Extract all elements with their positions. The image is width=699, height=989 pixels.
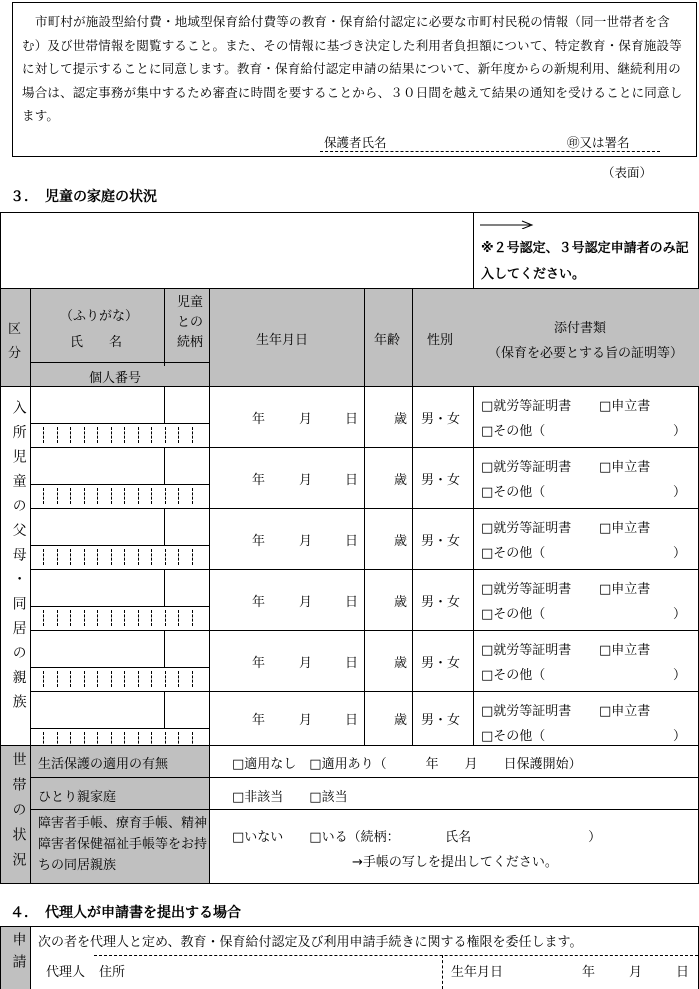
gender-choice[interactable]: 男・女 xyxy=(421,655,461,671)
birth-month[interactable]: 月 xyxy=(299,472,313,488)
section4-side xyxy=(5,932,25,976)
birth-year[interactable]: 年 xyxy=(252,533,266,549)
birth-month[interactable]: 月 xyxy=(299,411,313,427)
consent-text: 市町村が施設型給付費・地域型保育給付費等の教育・保育給付認定に必要な市町村民税の情報（同一世帯者を含む）及び世帯情報を閲覧すること。また、その情報に基づき決定した利用者負担額について、特定教育・保育施設等に対して提示することに同意します。教育・保育給付認定申請の結果について、新年度からの新規利用、継続利用の場合は、認定事務が集中するため審査に時間を要することから、３０日間を越えて結果の通知を受けることに同意します。 xyxy=(22,14,683,123)
relation-field[interactable] xyxy=(165,570,209,606)
welfare-options[interactable]: □適用なし □適用あり（ 年 月 日保護開始） xyxy=(232,757,582,772)
birth-month[interactable]: 月 xyxy=(299,594,313,610)
name-field[interactable] xyxy=(31,448,164,484)
seal-label: ㊞又は署名 xyxy=(567,135,630,150)
birth-month[interactable]: 月 xyxy=(299,713,313,728)
cert-other-close: ） xyxy=(673,729,687,744)
section4-text: 次の者を代理人と定め、教育・保育給付認定及び利用申請手続きに関する権限を委任します。 xyxy=(38,935,583,950)
note-arrow xyxy=(478,218,538,228)
cert-work-checkbox[interactable]: □就労等証明書 xyxy=(481,582,572,597)
my-number-field[interactable] xyxy=(31,607,209,630)
agent-birth-day: 日 xyxy=(676,965,690,980)
cert-declaration-checkbox[interactable]: □申立書 xyxy=(599,521,651,536)
section3-title: ３． 児童の家庭の状況 xyxy=(10,189,157,205)
birth-day[interactable]: 日 xyxy=(345,411,359,427)
cert-other-checkbox[interactable]: □その他（ xyxy=(481,607,546,622)
agent-address-label: 住所 xyxy=(99,965,126,980)
cert-other-close: ） xyxy=(673,485,687,500)
header-age: 年齢 xyxy=(374,333,401,348)
birth-day[interactable]: 日 xyxy=(345,655,359,671)
header-name: 氏 名 xyxy=(70,335,123,350)
cert-work-checkbox[interactable]: □就労等証明書 xyxy=(481,399,572,414)
header-attach: 添付書類 xyxy=(554,321,607,336)
age-unit[interactable]: 歳 xyxy=(394,594,408,610)
age-unit[interactable]: 歳 xyxy=(394,655,408,671)
single-parent-label: ひとり親家庭 xyxy=(38,790,117,805)
cert-other-close: ） xyxy=(673,424,687,439)
guardian-name-label: 保護者氏名 xyxy=(324,135,387,150)
agent-label: 代理人 xyxy=(46,965,86,980)
birth-year[interactable]: 年 xyxy=(252,472,266,488)
surface-label: （表面） xyxy=(602,165,653,180)
gender-choice[interactable]: 男・女 xyxy=(421,594,461,610)
cert-other-checkbox[interactable]: □その他（ xyxy=(481,668,546,683)
header-birth: 生年月日 xyxy=(256,333,309,348)
cert-other-checkbox[interactable]: □その他（ xyxy=(481,546,546,561)
cert-work-checkbox[interactable]: □就労等証明書 xyxy=(481,643,572,658)
birth-month[interactable]: 月 xyxy=(299,655,313,671)
cert-other-close: ） xyxy=(673,607,687,622)
disability-note: →手帳の写しを提出してください。 xyxy=(352,855,558,870)
birth-year[interactable]: 年 xyxy=(252,411,266,427)
age-unit[interactable]: 歳 xyxy=(394,713,408,728)
relation-field[interactable] xyxy=(165,448,209,484)
cert-declaration-checkbox[interactable]: □申立書 xyxy=(599,643,651,658)
cert-work-checkbox[interactable]: □就労等証明書 xyxy=(481,521,572,536)
household-label xyxy=(5,752,25,877)
name-field[interactable] xyxy=(31,387,164,423)
header-gender: 性別 xyxy=(427,333,454,348)
welfare-label: 生活保護の適用の有無 xyxy=(38,757,169,772)
relation-field[interactable] xyxy=(165,387,209,423)
cert-declaration-checkbox[interactable]: □申立書 xyxy=(599,704,651,719)
my-number-field[interactable] xyxy=(31,485,209,508)
name-field[interactable] xyxy=(31,570,164,606)
cert-other-checkbox[interactable]: □その他（ xyxy=(481,729,546,744)
birth-month[interactable]: 月 xyxy=(299,533,313,549)
header-furigana: （ふりがな） xyxy=(60,309,139,324)
gender-choice[interactable]: 男・女 xyxy=(421,411,461,427)
cert-declaration-checkbox[interactable]: □申立書 xyxy=(599,399,651,414)
header-my-number: 個人番号 xyxy=(89,371,142,386)
gender-choice[interactable]: 男・女 xyxy=(421,713,461,728)
agent-birth-label: 生年月日 xyxy=(451,965,504,980)
header-category-1: 区 xyxy=(8,322,22,337)
birth-year[interactable]: 年 xyxy=(252,713,266,728)
my-number-field[interactable] xyxy=(31,424,209,447)
birth-year[interactable]: 年 xyxy=(252,655,266,671)
agent-address-field[interactable] xyxy=(94,955,698,989)
name-field[interactable] xyxy=(31,692,164,728)
cert-declaration-checkbox[interactable]: □申立書 xyxy=(599,582,651,597)
my-number-field[interactable] xyxy=(31,729,209,745)
relation-field[interactable] xyxy=(165,509,209,545)
family-label xyxy=(5,400,25,719)
consent-box xyxy=(12,2,697,157)
note-text: ※２号認定、３号認定申請者のみ記入してください。 xyxy=(481,241,689,282)
single-parent-options[interactable]: □非該当 □該当 xyxy=(232,790,348,805)
cert-work-checkbox[interactable]: □就労等証明書 xyxy=(481,704,572,719)
cert-other-checkbox[interactable]: □その他（ xyxy=(481,424,546,439)
section4-title: ４． 代理人が申請書を提出する場合 xyxy=(10,905,241,921)
cert-declaration-checkbox[interactable]: □申立書 xyxy=(599,460,651,475)
birth-day[interactable]: 日 xyxy=(345,472,359,488)
birth-day[interactable]: 日 xyxy=(345,533,359,549)
my-number-field[interactable] xyxy=(31,668,209,691)
birth-day[interactable]: 日 xyxy=(345,713,359,728)
age-unit[interactable]: 歳 xyxy=(394,533,408,549)
birth-day[interactable]: 日 xyxy=(345,594,359,610)
gender-choice[interactable]: 男・女 xyxy=(421,472,461,488)
cert-other-close: ） xyxy=(673,668,687,683)
age-unit[interactable]: 歳 xyxy=(394,411,408,427)
section4-side-text: 申請 xyxy=(10,932,27,976)
household-label-text: 世帯の状況 xyxy=(10,752,27,877)
header-relation: 児童との続柄 xyxy=(176,295,203,350)
family-label-text: 入所児童の父母・同居の親族 xyxy=(10,400,27,719)
header-attach-sub: （保育を必要とする旨の証明等） xyxy=(488,346,684,361)
guardian-signature-line[interactable] xyxy=(320,151,660,152)
agent-birth-month: 月 xyxy=(629,965,643,980)
gender-choice[interactable]: 男・女 xyxy=(421,533,461,549)
my-number-field[interactable] xyxy=(31,546,209,569)
header-category-bg xyxy=(1,289,30,386)
age-unit[interactable]: 歳 xyxy=(394,472,408,488)
cert-other-checkbox[interactable]: □その他（ xyxy=(481,485,546,500)
relation-field[interactable] xyxy=(165,631,209,667)
disability-options[interactable]: □いない □いる（続柄： 氏名 ） xyxy=(232,830,602,845)
name-field[interactable] xyxy=(31,509,164,545)
name-field[interactable] xyxy=(31,631,164,667)
birth-year[interactable]: 年 xyxy=(252,594,266,610)
agent-birth-year: 年 xyxy=(582,965,596,980)
cert-other-close: ） xyxy=(673,546,687,561)
cert-work-checkbox[interactable]: □就労等証明書 xyxy=(481,460,572,475)
header-category-2: 分 xyxy=(8,346,22,361)
relation-field[interactable] xyxy=(165,692,209,728)
disability-label: 障害者手帳、療育手帳、精神障害者保健福祉手帳等をお持ちの同居親族 xyxy=(38,816,208,873)
